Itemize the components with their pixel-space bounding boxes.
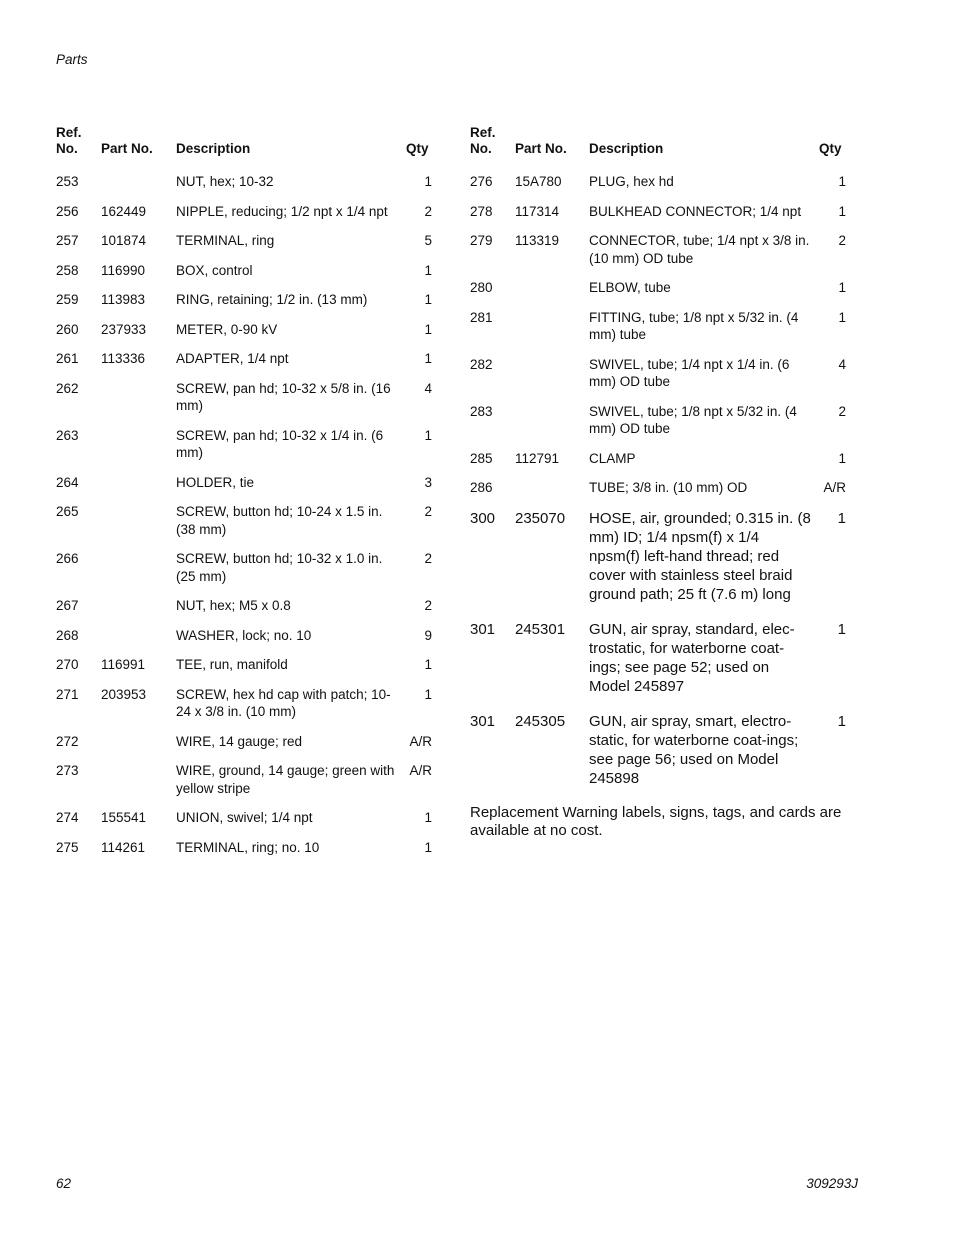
ref-cell: 274 [56, 810, 79, 825]
description-cell: SCREW, hex hd cap with patch; 10-24 x 3/8 in. (10 mm) [176, 686, 391, 719]
replacement-labels-note: Replacement Warning labels, signs, tags, and cards are available at no cost. [470, 803, 842, 839]
table-row [56, 160, 434, 203]
ref-cell: 285 [470, 450, 493, 466]
header-part-no: Part No. [101, 141, 153, 156]
page-number: 62 [56, 1176, 72, 1191]
table-row [56, 232, 434, 262]
description-cell: NUT, hex; M5 x 0.8 [176, 598, 291, 613]
part-no-cell [515, 356, 589, 403]
ref-cell: 253 [56, 174, 79, 189]
description-cell: CONNECTOR, tube; 1/4 npt x 3/8 in. (10 mm) OD tube [589, 233, 810, 266]
ref-cell: 275 [56, 839, 79, 855]
ref-cell: 282 [470, 356, 493, 372]
description-cell: METER, 0-90 kV [176, 321, 278, 337]
parts-column-left [56, 121, 444, 868]
part-no-cell [101, 627, 176, 657]
ref-cell: 261 [56, 351, 79, 366]
part-no-cell: 116991 [101, 657, 146, 672]
ref-cell: 300 [470, 509, 496, 527]
parts-table-right [470, 121, 848, 804]
qty-cell: 1 [837, 620, 846, 638]
qty-cell: 5 [424, 233, 432, 248]
description-cell: TUBE; 3/8 in. (10 mm) OD [589, 480, 748, 495]
ref-cell: 273 [56, 763, 79, 778]
qty-cell: 4 [424, 380, 432, 396]
ref-cell: 276 [470, 174, 493, 189]
part-no-cell: 116990 [101, 262, 146, 278]
table-row [470, 160, 848, 203]
parts-column-right [470, 121, 858, 856]
description-cell: NUT, hex; 10-32 [176, 174, 274, 189]
table-row [470, 509, 848, 620]
part-no-cell [515, 279, 589, 309]
qty-cell: 1 [424, 174, 432, 189]
table-row [56, 321, 434, 351]
table-row [470, 712, 848, 804]
ref-cell: 301 [470, 712, 496, 730]
ref-cell: 257 [56, 233, 79, 248]
part-no-cell: 113983 [101, 292, 146, 307]
ref-cell: 278 [470, 203, 493, 219]
qty-cell: 1 [838, 174, 846, 189]
header-ref: Ref. No. [56, 125, 82, 156]
qty-cell: 1 [424, 351, 432, 366]
description-cell: ADAPTER, 1/4 npt [176, 351, 289, 366]
description-cell: WIRE, 14 gauge; red [176, 733, 303, 749]
table-header-row [56, 121, 434, 160]
header-description: Description [176, 141, 251, 156]
table-row [56, 380, 434, 427]
qty-cell: 2 [838, 403, 846, 419]
part-no-cell: 237933 [101, 321, 147, 337]
table-row [56, 656, 434, 686]
description-cell: NIPPLE, reducing; 1/2 npt x 1/4 npt [176, 203, 388, 219]
table-row [56, 762, 434, 809]
table-row [56, 686, 434, 733]
table-row [470, 279, 848, 309]
part-no-cell: 203953 [101, 686, 147, 702]
table-header-row [470, 121, 848, 160]
qty-cell: 1 [424, 810, 432, 825]
table-row [56, 291, 434, 321]
qty-cell: 1 [837, 712, 846, 730]
ref-cell: 283 [470, 403, 493, 419]
qty-cell: 1 [837, 509, 846, 527]
table-row [470, 309, 848, 356]
description-cell: UNION, swivel; 1/4 npt [176, 810, 313, 825]
qty-cell: 1 [424, 292, 432, 307]
qty-cell: 1 [838, 280, 846, 295]
table-row [56, 474, 434, 504]
qty-cell: 1 [424, 657, 432, 672]
ref-cell: 286 [470, 480, 493, 495]
description-cell: GUN, air spray, standard, elec-trostatic, for waterborne coat-ings; see page 52; used on Model 245897 [589, 620, 795, 695]
table-row [56, 733, 434, 763]
part-no-cell [101, 597, 176, 627]
ref-cell: 268 [56, 627, 79, 643]
part-no-cell [101, 762, 176, 809]
header-part-no: Part No. [515, 141, 567, 156]
part-no-cell [515, 309, 589, 356]
part-no-cell: 245305 [515, 712, 566, 730]
document-number: 309293J [806, 1176, 858, 1191]
part-no-cell [101, 733, 176, 763]
qty-cell: 3 [424, 474, 432, 490]
parts-table-left [56, 121, 434, 868]
qty-cell: 1 [424, 321, 432, 337]
ref-cell: 265 [56, 504, 79, 519]
part-no-cell: 112791 [515, 450, 560, 466]
ref-cell: 271 [56, 686, 79, 702]
description-cell: RING, retaining; 1/2 in. (13 mm) [176, 292, 368, 307]
table-row [56, 503, 434, 550]
ref-cell: 263 [56, 427, 79, 443]
description-cell: SCREW, pan hd; 10-32 x 5/8 in. (16 mm) [176, 380, 391, 413]
qty-cell: 1 [838, 203, 846, 219]
part-no-cell [101, 550, 176, 597]
qty-cell: 2 [424, 504, 432, 519]
ref-cell: 264 [56, 474, 79, 490]
table-row [470, 232, 848, 279]
qty-cell: A/R [409, 733, 432, 749]
ref-cell: 262 [56, 380, 79, 396]
ref-cell: 270 [56, 657, 79, 672]
qty-cell: 2 [424, 203, 432, 219]
qty-cell: 2 [424, 598, 432, 613]
table-row [56, 839, 434, 869]
description-cell: SWIVEL, tube; 1/4 npt x 1/4 in. (6 mm) OD tube [589, 356, 790, 389]
ref-cell: 272 [56, 733, 79, 749]
qty-cell: 1 [424, 262, 432, 278]
qty-cell: 2 [838, 233, 846, 248]
part-no-cell: 155541 [101, 810, 147, 825]
part-no-cell [515, 403, 589, 450]
parts-table-left-body [56, 160, 434, 868]
description-cell: WIRE, ground, 14 gauge; green with yellow stripe [176, 763, 395, 796]
ref-cell: 256 [56, 203, 79, 219]
qty-cell: 9 [424, 627, 432, 643]
ref-cell: 301 [470, 620, 496, 638]
description-cell: BULKHEAD CONNECTOR; 1/4 npt [589, 203, 802, 219]
description-cell: TERMINAL, ring; no. 10 [176, 839, 320, 855]
ref-cell: 280 [470, 280, 493, 295]
part-no-cell [101, 474, 176, 504]
ref-cell: 279 [470, 233, 493, 248]
table-row [56, 427, 434, 474]
header-qty: Qty [819, 141, 842, 156]
ref-cell: 281 [470, 309, 493, 325]
parts-table-right-body [470, 160, 848, 804]
qty-cell: 4 [838, 356, 846, 372]
part-no-cell: 101874 [101, 233, 147, 248]
part-no-cell: 245301 [515, 620, 566, 638]
part-no-cell: 113336 [101, 351, 146, 366]
description-cell: HOLDER, tie [176, 474, 255, 490]
table-row [470, 479, 848, 509]
running-head: Parts [56, 52, 88, 67]
qty-cell: 1 [424, 839, 432, 855]
description-cell: SWIVEL, tube; 1/8 npt x 5/32 in. (4 mm) OD tube [589, 403, 797, 436]
description-cell: TERMINAL, ring [176, 233, 275, 248]
qty-cell: 1 [424, 427, 432, 443]
table-row [56, 203, 434, 233]
table-row [56, 597, 434, 627]
qty-cell: 1 [838, 309, 846, 325]
description-cell: ELBOW, tube [589, 280, 671, 295]
description-cell: HOSE, air, grounded; 0.315 in. (8 mm) ID; 1/4 npsm(f) x 1/4 npsm(f) left-hand thread; red cover with stainless steel braid ground path; 25 ft (7.6 m) long [589, 509, 811, 603]
table-row [470, 620, 848, 712]
header-description: Description [589, 141, 664, 156]
qty-cell: 2 [424, 551, 432, 566]
description-cell: SCREW, pan hd; 10-32 x 1/4 in. (6 mm) [176, 427, 384, 460]
description-cell: SCREW, button hd; 10-24 x 1.5 in. (38 mm) [176, 504, 383, 537]
part-no-cell: 162449 [101, 203, 147, 219]
table-row [56, 627, 434, 657]
part-no-cell: 113319 [515, 233, 560, 248]
table-row [470, 450, 848, 480]
table-row [470, 203, 848, 233]
part-no-cell [101, 160, 176, 203]
description-cell: FITTING, tube; 1/8 npt x 5/32 in. (4 mm) tube [589, 309, 799, 342]
description-cell: GUN, air spray, smart, electro-static, for waterborne coat-ings; see page 56; used on Model 245898 [589, 712, 799, 787]
part-no-cell: 235070 [515, 509, 566, 527]
header-ref: Ref. No. [470, 125, 496, 156]
table-row [56, 262, 434, 292]
description-cell: PLUG, hex hd [589, 174, 674, 189]
ref-cell: 260 [56, 321, 79, 337]
part-no-cell: 15A780 [515, 174, 562, 189]
part-no-cell [101, 380, 176, 427]
description-cell: SCREW, button hd; 10-32 x 1.0 in. (25 mm) [176, 551, 383, 584]
part-no-cell: 114261 [101, 839, 146, 855]
part-no-cell [515, 479, 589, 509]
table-row [56, 550, 434, 597]
description-cell: WASHER, lock; no. 10 [176, 627, 312, 643]
description-cell: CLAMP [589, 450, 636, 466]
table-row [56, 350, 434, 380]
table-row [470, 356, 848, 403]
ref-cell: 259 [56, 292, 79, 307]
header-qty: Qty [406, 141, 429, 156]
qty-cell: 1 [838, 450, 846, 466]
description-cell: BOX, control [176, 262, 253, 278]
part-no-cell [101, 427, 176, 474]
description-cell: TEE, run, manifold [176, 657, 288, 672]
part-no-cell: 117314 [515, 203, 560, 219]
table-row [56, 809, 434, 839]
qty-cell: 1 [424, 686, 432, 702]
qty-cell: A/R [409, 763, 432, 778]
ref-cell: 266 [56, 551, 79, 566]
qty-cell: A/R [823, 480, 846, 495]
ref-cell: 258 [56, 262, 79, 278]
part-no-cell [101, 503, 176, 550]
table-row [470, 403, 848, 450]
ref-cell: 267 [56, 598, 79, 613]
